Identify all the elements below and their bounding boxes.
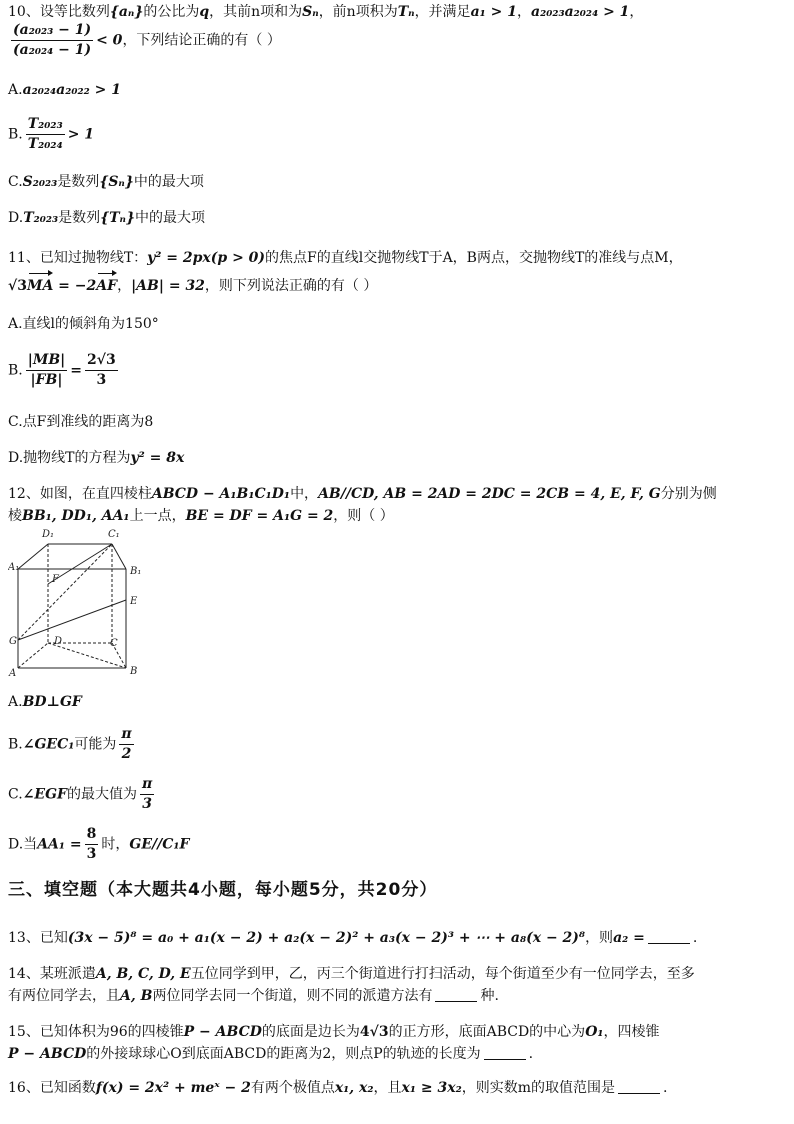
segment-gc1 [18, 544, 112, 640]
q12-option-b: B.∠GEC₁可能为 $\frac{\pi}{2}$ [8, 726, 132, 762]
q15-line2: P − ABCD的外接球球心O到底面ABCD的距离为2，则点P的轨迹的长度为 . [8, 1046, 534, 1062]
q11-stem-line1: 11、已知过抛物线T：y² = 2px(p > 0)的焦点F的直线l交抛物线T于A，B两点，交抛物线T的准线与点M， [8, 250, 683, 266]
label-f: F [52, 574, 59, 585]
q14-line1: 14、某班派遣A, B, C, D, E五位同学到甲，乙，丙三个街道进行打扫活动，每个街道至少有一位同学去，至多 [8, 966, 695, 982]
answer-blank[interactable] [435, 987, 477, 1002]
q10-seq: {aₙ} [109, 4, 144, 20]
q11-option-b: B. $\frac{|MB|}{|FB|}$ = $\frac{2√3}{3}$ [8, 352, 116, 388]
q10-stem-line2 [8, 22, 281, 59]
label-d: D [54, 636, 63, 647]
q14-line2: 有两位同学去，且A, B两位同学去同一个街道，则不同的派遣方法有 种. [8, 988, 499, 1004]
q10-sep: ， [517, 4, 531, 20]
q11-option-c: C.点F到准线的距离为8 [8, 414, 154, 430]
q10-text: ，并满足 [414, 4, 471, 20]
q10-option-d: D.T₂₀₂₃是数列{Tₙ}中的最大项 [8, 210, 205, 226]
q10-cond2: a₂₀₂₃a₂₀₂₄ > 1 [531, 4, 630, 20]
q12-option-d: D.当AA₁ = $\frac{8}{3}$ 时，GE//C₁F [8, 826, 190, 862]
q10-stem-line1 [8, 2, 643, 22]
q10-text: ，前n项积为 [318, 4, 398, 20]
label-b1: B₁ [130, 566, 142, 577]
label-a: A [9, 668, 17, 679]
q10-question-tail: ，下列结论正确的有（ ） [122, 32, 281, 49]
q10-option-c: C.S₂₀₂₃是数列{Sₙ}中的最大项 [8, 174, 204, 190]
edge-ad [18, 643, 48, 668]
label-g: G [9, 636, 17, 647]
q12-option-a: A.BD⊥GF [8, 694, 82, 710]
q11-option-d: D.抛物线T的方程为y² = 8x [8, 450, 185, 466]
q10-cond1: a₁ > 1 [470, 4, 517, 20]
answer-blank[interactable] [618, 1079, 660, 1094]
q10-option-a: A.a₂₀₂₄a₂₀₂₂ > 1 [8, 82, 121, 98]
q10-text: ，其前n项和为 [209, 4, 303, 20]
q10-tn: Tₙ [397, 4, 415, 20]
edge-a1d1 [18, 544, 48, 569]
q12-stem-line1: 12、如图，在直四棱柱ABCD − A₁B₁C₁D₁中，AB//CD, AB = 2AD = 2DC = 2CB = 4, E, F, G分别为侧 [8, 486, 717, 502]
q15-line1: 15、已知体积为96的四棱锥P − ABCD的底面是边长为4√3的正方形，底面ABCD的中心为O₁，四棱锥 [8, 1024, 660, 1040]
segment-ge [18, 600, 126, 640]
q10-rel: < 0 [96, 32, 123, 49]
label-c: C [110, 638, 118, 649]
q10-text: 10、设等比数列 [8, 4, 110, 20]
q13: 13、已知(3x − 5)⁸ = a₀ + a₁(x − 2) + a₂(x − 2)² + a₃(x − 2)³ + ⋯ + a₈(x − 2)⁸，则a₂ = . [8, 930, 698, 946]
q11-stem-line2: √3MA = −2AF，|AB| = 32，则下列说法正确的有（ ） [8, 278, 378, 294]
label-b: B [130, 666, 138, 677]
label-c1: C₁ [108, 529, 120, 540]
q10-option-b: B. $\frac{\text{T₂₀₂₃}}{\text{T₂₀₂₄}}$ > 1 [8, 116, 95, 152]
q11-equation: y² = 2px(p > 0) [147, 250, 266, 266]
q12-option-c: C.∠EGF的最大值为 $\frac{\pi}{3}$ [8, 776, 153, 812]
vector-ma: MA [26, 278, 54, 294]
answer-blank[interactable] [484, 1045, 526, 1060]
q10-tail: ， [629, 4, 644, 20]
edge-c1b1 [112, 544, 126, 569]
q10-sn: Sₙ [302, 4, 319, 20]
label-d1: D₁ [42, 529, 55, 540]
q10-q: q [199, 4, 210, 20]
q11-option-a: A.直线l的倾斜角为150° [8, 316, 159, 332]
vector-af: AF [96, 278, 118, 294]
section-title: 三、填空题（本大题共4小题，每小题5分，共20分） [8, 880, 438, 900]
answer-blank[interactable] [648, 929, 690, 944]
label-e: E [130, 596, 138, 607]
q10-text: 的公比为 [143, 4, 200, 20]
q12-stem-line2: 棱BB₁, DD₁, AA₁上一点，BE = DF = A₁G = 2，则（ ） [8, 508, 394, 524]
q16: 16、已知函数f(x) = 2x² + meˣ − 2有两个极值点x₁, x₂，且x₁ ≥ 3x₂，则实数m的取值范围是 . [8, 1080, 668, 1096]
q10-fraction: $\frac{\text{(a₂₀₂₃ − 1)}}{\text{(a₂₀₂₄ − 1)}}$ [13, 22, 92, 58]
prism-figure [8, 522, 158, 682]
label-a1: A₁ [8, 562, 20, 573]
